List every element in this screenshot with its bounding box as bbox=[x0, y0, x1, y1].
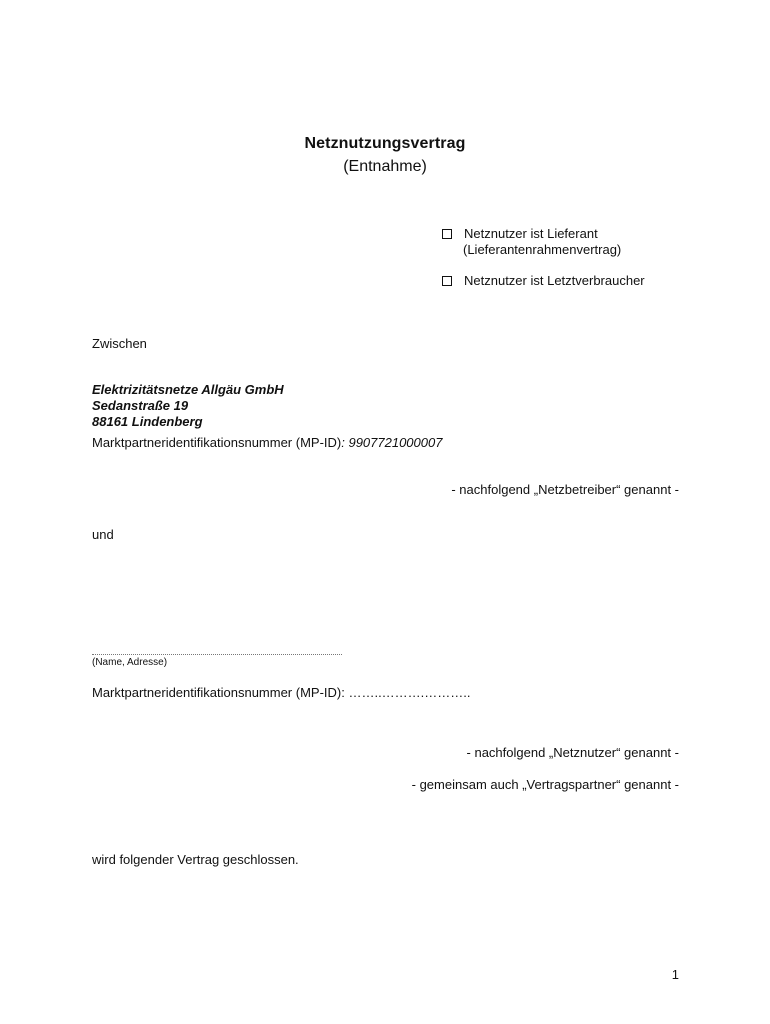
checkbox-supplier[interactable] bbox=[442, 229, 452, 239]
operator-city: 88161 Lindenberg bbox=[92, 414, 203, 429]
option-supplier-label: Netznutzer ist Lieferant bbox=[464, 226, 598, 241]
operator-mpid-label: Marktpartneridentifikationsnummer (MP-ID) bbox=[92, 435, 342, 450]
name-address-label: (Name, Adresse) bbox=[92, 657, 168, 668]
closing-sentence: wird folgender Vertrag geschlossen. bbox=[92, 852, 299, 867]
document-subtitle: (Entnahme) bbox=[343, 158, 427, 175]
joint-designation: - gemeinsam auch „Vertragspartner“ genannt - bbox=[411, 777, 679, 792]
user-mpid-line: Marktpartneridentifikationsnummer (MP-ID): ……..……….……….. bbox=[92, 685, 471, 700]
document-title: Netznutzungsvertrag bbox=[304, 135, 466, 152]
operator-mpid-line bbox=[92, 435, 442, 451]
operator-designation: - nachfolgend „Netzbetreiber“ genannt - bbox=[451, 482, 679, 497]
checkbox-end-consumer[interactable] bbox=[442, 276, 452, 286]
between-label: Zwischen bbox=[92, 336, 147, 351]
operator-address-block bbox=[92, 382, 284, 430]
user-designation: - nachfolgend „Netznutzer“ genannt - bbox=[466, 745, 679, 760]
page-number: 1 bbox=[671, 967, 679, 982]
option-supplier bbox=[442, 226, 621, 258]
operator-street: Sedanstraße 19 bbox=[92, 398, 189, 413]
and-label: und bbox=[92, 527, 114, 542]
operator-mpid-value: : 9907721000007 bbox=[341, 435, 443, 450]
option-supplier-sublabel: (Lieferantenrahmenvertrag) bbox=[463, 242, 622, 257]
operator-name: Elektrizitätsnetze Allgäu GmbH bbox=[92, 382, 284, 397]
name-address-fill-line[interactable] bbox=[92, 654, 342, 655]
option-end-consumer-label: Netznutzer ist Letztverbraucher bbox=[464, 273, 645, 288]
option-end-consumer bbox=[442, 273, 645, 289]
